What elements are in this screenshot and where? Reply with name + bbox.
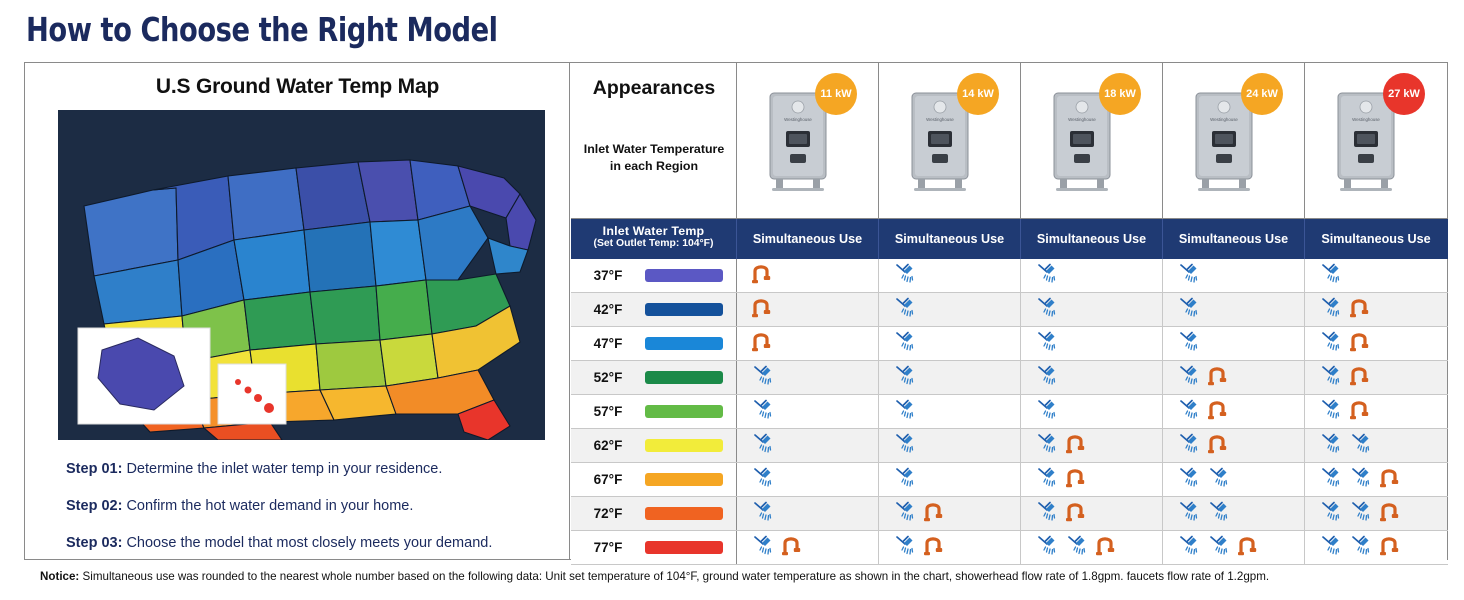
faucet-icon	[1379, 464, 1403, 490]
shower-icon	[1035, 464, 1061, 490]
shower-glyph	[1207, 532, 1233, 563]
shower-glyph	[1319, 430, 1345, 461]
shower-glyph	[751, 362, 777, 393]
shower-icon	[1177, 328, 1203, 354]
steps-list	[66, 461, 566, 572]
usage-cell	[1163, 259, 1305, 292]
model-header-cell	[737, 63, 879, 219]
shower-icon	[1349, 532, 1375, 558]
faucet-icon	[1379, 532, 1403, 558]
usage-cell	[737, 293, 879, 326]
shower-icon	[1319, 294, 1345, 320]
faucet-glyph	[1065, 430, 1089, 461]
svg-text:Westinghouse: Westinghouse	[784, 117, 812, 122]
appearances-cell	[571, 63, 737, 219]
usage-cell	[1163, 463, 1305, 496]
table-row	[571, 429, 1448, 463]
usage-cell	[1163, 395, 1305, 428]
shower-glyph	[1319, 464, 1345, 495]
notice	[40, 570, 1440, 583]
power-badge: 27 kW	[1383, 73, 1425, 115]
faucet-glyph	[1207, 396, 1231, 427]
table-row	[571, 395, 1448, 429]
step-label: Step 02:	[66, 498, 123, 514]
simultaneous-use-header: Simultaneous Use	[1021, 219, 1163, 259]
simultaneous-use-header: Simultaneous Use	[1321, 232, 1431, 246]
model-header-cell	[879, 63, 1021, 219]
faucet-icon	[751, 294, 775, 320]
usage-cell	[1163, 531, 1305, 564]
table-row	[571, 531, 1448, 565]
usage-cell	[1305, 327, 1447, 360]
usage-cell	[1021, 429, 1163, 462]
faucet-icon	[1349, 328, 1373, 354]
inlet-temp-cell	[571, 497, 737, 530]
usage-cell	[1163, 497, 1305, 530]
step-label: Step 03:	[66, 535, 123, 551]
power-badge: 11 kW	[815, 73, 857, 115]
shower-icon	[893, 396, 919, 422]
appearances-title: Appearances	[592, 77, 716, 99]
shower-icon	[1035, 294, 1061, 320]
shower-glyph	[1035, 464, 1061, 495]
step-item	[66, 461, 566, 477]
temp-color-bar	[645, 541, 723, 554]
step-item	[66, 498, 566, 514]
shower-glyph	[1035, 362, 1061, 393]
svg-text:Westinghouse: Westinghouse	[926, 117, 954, 122]
shower-icon	[1035, 362, 1061, 388]
inlet-temp-cell	[571, 361, 737, 394]
model-header-cell	[1021, 63, 1163, 219]
faucet-glyph	[1065, 498, 1089, 529]
faucet-glyph	[1379, 532, 1403, 563]
table-row	[571, 293, 1448, 327]
shower-glyph	[1035, 294, 1061, 325]
model-comparison-table	[571, 63, 1448, 559]
inlet-temp-value: 67°F	[593, 472, 623, 487]
faucet-icon	[1095, 532, 1119, 558]
shower-glyph	[893, 294, 919, 325]
simultaneous-use-header: Simultaneous Use	[1163, 219, 1305, 259]
shower-icon	[1319, 464, 1345, 490]
faucet-icon	[1349, 362, 1373, 388]
shower-icon	[1207, 532, 1233, 558]
faucet-icon	[1207, 396, 1231, 422]
faucet-glyph	[1207, 362, 1231, 393]
faucet-icon	[1065, 498, 1089, 524]
faucet-glyph	[1349, 294, 1373, 325]
table-row	[571, 259, 1448, 293]
usage-cell	[1305, 293, 1447, 326]
band-cells-container	[737, 219, 1447, 259]
shower-glyph	[751, 430, 777, 461]
table-row	[571, 361, 1448, 395]
shower-icon	[1319, 532, 1345, 558]
appearances-sub-line2: in each Region	[609, 158, 699, 173]
shower-glyph	[893, 430, 919, 461]
faucet-icon	[1065, 430, 1089, 456]
ground-water-map-panel	[25, 63, 570, 559]
usage-cell	[879, 429, 1021, 462]
faucet-glyph	[1095, 532, 1119, 563]
shower-glyph	[1035, 328, 1061, 359]
shower-icon	[893, 464, 919, 490]
shower-glyph	[1035, 396, 1061, 427]
shower-glyph	[1319, 362, 1345, 393]
faucet-icon	[1349, 294, 1373, 320]
shower-glyph	[1065, 532, 1091, 563]
faucet-glyph	[781, 532, 805, 563]
svg-text:Westinghouse: Westinghouse	[1352, 117, 1380, 122]
shower-glyph	[1319, 532, 1345, 563]
shower-icon	[1349, 498, 1375, 524]
temp-color-bar	[645, 269, 723, 282]
shower-glyph	[893, 464, 919, 495]
shower-glyph	[893, 328, 919, 359]
content-frame	[24, 62, 1448, 560]
shower-icon	[1035, 532, 1061, 558]
shower-icon	[1177, 430, 1203, 456]
shower-glyph	[1177, 498, 1203, 529]
inlet-temp-cell	[571, 429, 737, 462]
shower-glyph	[893, 260, 919, 291]
shower-glyph	[1319, 328, 1345, 359]
shower-icon	[751, 498, 777, 524]
usage-cell	[1305, 361, 1447, 394]
shower-glyph	[1349, 532, 1375, 563]
shower-icon	[1035, 396, 1061, 422]
shower-icon	[893, 328, 919, 354]
power-badge: 18 kW	[1099, 73, 1141, 115]
simultaneous-use-header: Simultaneous Use	[737, 219, 879, 259]
shower-icon	[1207, 498, 1233, 524]
shower-glyph	[1207, 498, 1233, 529]
faucet-icon	[1237, 532, 1261, 558]
inlet-header-line1: Inlet Water Temp	[602, 224, 705, 238]
usage-cell	[1163, 361, 1305, 394]
inlet-temp-cell	[571, 531, 737, 564]
shower-icon	[1319, 260, 1345, 286]
usage-cell	[879, 361, 1021, 394]
usage-cell	[737, 429, 879, 462]
faucet-glyph	[1349, 328, 1373, 359]
shower-glyph	[893, 532, 919, 563]
shower-icon	[751, 396, 777, 422]
table-row	[571, 463, 1448, 497]
shower-icon	[1319, 498, 1345, 524]
shower-icon	[1319, 362, 1345, 388]
usage-cell	[1021, 395, 1163, 428]
step-item	[66, 535, 566, 551]
inlet-temp-value: 47°F	[593, 336, 623, 351]
shower-icon	[751, 464, 777, 490]
faucet-glyph	[1349, 362, 1373, 393]
usage-cell	[737, 463, 879, 496]
inlet-header-line2: (Set Outlet Temp: 104°F)	[593, 238, 714, 249]
shower-icon	[1177, 396, 1203, 422]
shower-glyph	[751, 464, 777, 495]
temp-color-bar	[645, 405, 723, 418]
shower-icon	[1319, 328, 1345, 354]
usage-cell	[879, 327, 1021, 360]
shower-glyph	[751, 396, 777, 427]
svg-text:Westinghouse: Westinghouse	[1210, 117, 1238, 122]
shower-icon	[1177, 464, 1203, 490]
shower-icon	[1177, 294, 1203, 320]
faucet-glyph	[1237, 532, 1261, 563]
shower-icon	[893, 260, 919, 286]
shower-glyph	[1319, 260, 1345, 291]
shower-icon	[893, 498, 919, 524]
usage-cell	[879, 463, 1021, 496]
usage-cell	[737, 395, 879, 428]
svg-text:Westinghouse: Westinghouse	[1068, 117, 1096, 122]
power-badge: 14 kW	[957, 73, 999, 115]
usage-cell	[1021, 293, 1163, 326]
inlet-temp-value: 42°F	[593, 302, 623, 317]
shower-glyph	[1207, 464, 1233, 495]
shower-icon	[1035, 260, 1061, 286]
shower-glyph	[1177, 532, 1203, 563]
model-header-cell	[1305, 63, 1447, 219]
faucet-glyph	[1379, 464, 1403, 495]
temp-color-bar	[645, 337, 723, 350]
shower-glyph	[1349, 464, 1375, 495]
usage-cell	[737, 497, 879, 530]
shower-glyph	[893, 362, 919, 393]
shower-icon	[1207, 464, 1233, 490]
table-header-row	[571, 63, 1448, 219]
faucet-icon	[1207, 362, 1231, 388]
simultaneous-use-header: Simultaneous Use	[879, 219, 1021, 259]
shower-icon	[751, 532, 777, 558]
inlet-temp-value: 37°F	[593, 268, 623, 283]
shower-icon	[1177, 260, 1203, 286]
usage-cell	[879, 293, 1021, 326]
faucet-glyph	[1379, 498, 1403, 529]
usage-cell	[1305, 395, 1447, 428]
shower-glyph	[893, 396, 919, 427]
shower-icon	[1349, 464, 1375, 490]
usage-cell	[1163, 293, 1305, 326]
usage-cell	[1021, 497, 1163, 530]
shower-glyph	[1177, 396, 1203, 427]
faucet-icon	[751, 328, 775, 354]
us-ground-water-temp-map	[58, 110, 545, 440]
faucet-glyph	[1065, 464, 1089, 495]
table-band-row	[571, 219, 1448, 259]
faucet-icon	[1207, 430, 1231, 456]
inlet-temp-cell	[571, 395, 737, 428]
usage-cell	[1305, 429, 1447, 462]
shower-icon	[1177, 532, 1203, 558]
step-text: Confirm the hot water demand in your home.	[126, 498, 414, 514]
appearances-sub-line1: Inlet Water Temperature	[583, 142, 725, 156]
temp-color-bar	[645, 439, 723, 452]
faucet-icon	[923, 498, 947, 524]
faucet-icon	[1349, 396, 1373, 422]
shower-glyph	[1035, 532, 1061, 563]
faucet-icon	[1065, 464, 1089, 490]
shower-glyph	[1177, 328, 1203, 359]
usage-cell	[737, 361, 879, 394]
notice-text: Simultaneous use was rounded to the nearest whole number based on the following data: Unit set temperature of 104°F, ground water temperature as shown in the chart, showerhead flow rate of 1.8gpm. faucets flow rate of 1.2gpm.	[82, 570, 1270, 583]
inlet-water-temp-header	[571, 219, 737, 259]
shower-icon	[893, 430, 919, 456]
map-graphic	[58, 110, 545, 440]
usage-cell	[879, 531, 1021, 564]
faucet-glyph	[923, 532, 947, 563]
shower-icon	[1349, 430, 1375, 456]
shower-glyph	[751, 498, 777, 529]
inlet-temp-value: 57°F	[593, 404, 623, 419]
shower-glyph	[893, 498, 919, 529]
usage-cell	[1305, 497, 1447, 530]
usage-cell	[737, 327, 879, 360]
usage-cell	[1021, 361, 1163, 394]
shower-glyph	[1349, 498, 1375, 529]
faucet-glyph	[751, 328, 775, 359]
power-badge: 24 kW	[1241, 73, 1283, 115]
shower-glyph	[1319, 498, 1345, 529]
shower-glyph	[751, 532, 777, 563]
step-text: Determine the inlet water temp in your residence.	[126, 461, 443, 477]
shower-icon	[893, 532, 919, 558]
faucet-icon	[751, 260, 775, 286]
shower-glyph	[1035, 430, 1061, 461]
shower-icon	[1035, 328, 1061, 354]
inlet-temp-value: 62°F	[593, 438, 623, 453]
faucet-icon	[1379, 498, 1403, 524]
unit-cells-container	[737, 63, 1447, 219]
usage-cell	[879, 259, 1021, 292]
shower-glyph	[1177, 464, 1203, 495]
shower-icon	[1177, 498, 1203, 524]
usage-cell	[1305, 259, 1447, 292]
appearances-subtitle	[571, 141, 737, 174]
shower-icon	[1035, 498, 1061, 524]
hawaii-inset	[218, 364, 286, 424]
temp-color-bar	[645, 303, 723, 316]
temp-color-bar	[645, 473, 723, 486]
faucet-glyph	[1349, 396, 1373, 427]
shower-glyph	[1349, 430, 1375, 461]
step-text: Choose the model that most closely meets your demand.	[126, 535, 493, 551]
shower-icon	[751, 362, 777, 388]
map-title: U.S Ground Water Temp Map	[155, 75, 440, 98]
inlet-temp-cell	[571, 259, 737, 292]
shower-glyph	[1319, 396, 1345, 427]
shower-glyph	[1035, 498, 1061, 529]
shower-icon	[893, 362, 919, 388]
usage-cell	[879, 497, 1021, 530]
faucet-icon	[923, 532, 947, 558]
faucet-glyph	[751, 294, 775, 325]
usage-cell	[1163, 429, 1305, 462]
step-label: Step 01:	[66, 461, 123, 477]
shower-icon	[893, 294, 919, 320]
page-title: How to Choose the Right Model	[26, 10, 498, 49]
temp-color-bar	[645, 371, 723, 384]
usage-cell	[1021, 463, 1163, 496]
notice-label: Notice:	[40, 570, 80, 583]
shower-glyph	[1177, 294, 1203, 325]
usage-cell	[1021, 531, 1163, 564]
table-row	[571, 497, 1448, 531]
shower-icon	[1035, 430, 1061, 456]
alaska-inset	[78, 328, 210, 424]
usage-cell	[1021, 259, 1163, 292]
usage-cell	[1305, 463, 1447, 496]
inlet-temp-cell	[571, 327, 737, 360]
temp-color-bar	[645, 507, 723, 520]
inlet-temp-value: 52°F	[593, 370, 623, 385]
faucet-glyph	[923, 498, 947, 529]
shower-icon	[1065, 532, 1091, 558]
shower-icon	[1177, 362, 1203, 388]
inlet-temp-cell	[571, 463, 737, 496]
usage-cell	[1163, 327, 1305, 360]
inlet-temp-value: 77°F	[593, 540, 623, 555]
table-body	[571, 259, 1448, 565]
shower-icon	[751, 430, 777, 456]
shower-glyph	[1177, 362, 1203, 393]
usage-cell	[737, 531, 879, 564]
inlet-temp-value: 72°F	[593, 506, 623, 521]
shower-glyph	[1035, 260, 1061, 291]
faucet-icon	[781, 532, 805, 558]
shower-glyph	[1177, 430, 1203, 461]
usage-cell	[1305, 531, 1447, 564]
faucet-glyph	[1207, 430, 1231, 461]
usage-cell	[737, 259, 879, 292]
table-row	[571, 327, 1448, 361]
usage-cell	[1021, 327, 1163, 360]
usage-cell	[879, 395, 1021, 428]
shower-icon	[1319, 430, 1345, 456]
model-header-cell	[1163, 63, 1305, 219]
shower-glyph	[1177, 260, 1203, 291]
faucet-glyph	[751, 260, 775, 291]
shower-icon	[1319, 396, 1345, 422]
shower-glyph	[1319, 294, 1345, 325]
inlet-temp-cell	[571, 293, 737, 326]
